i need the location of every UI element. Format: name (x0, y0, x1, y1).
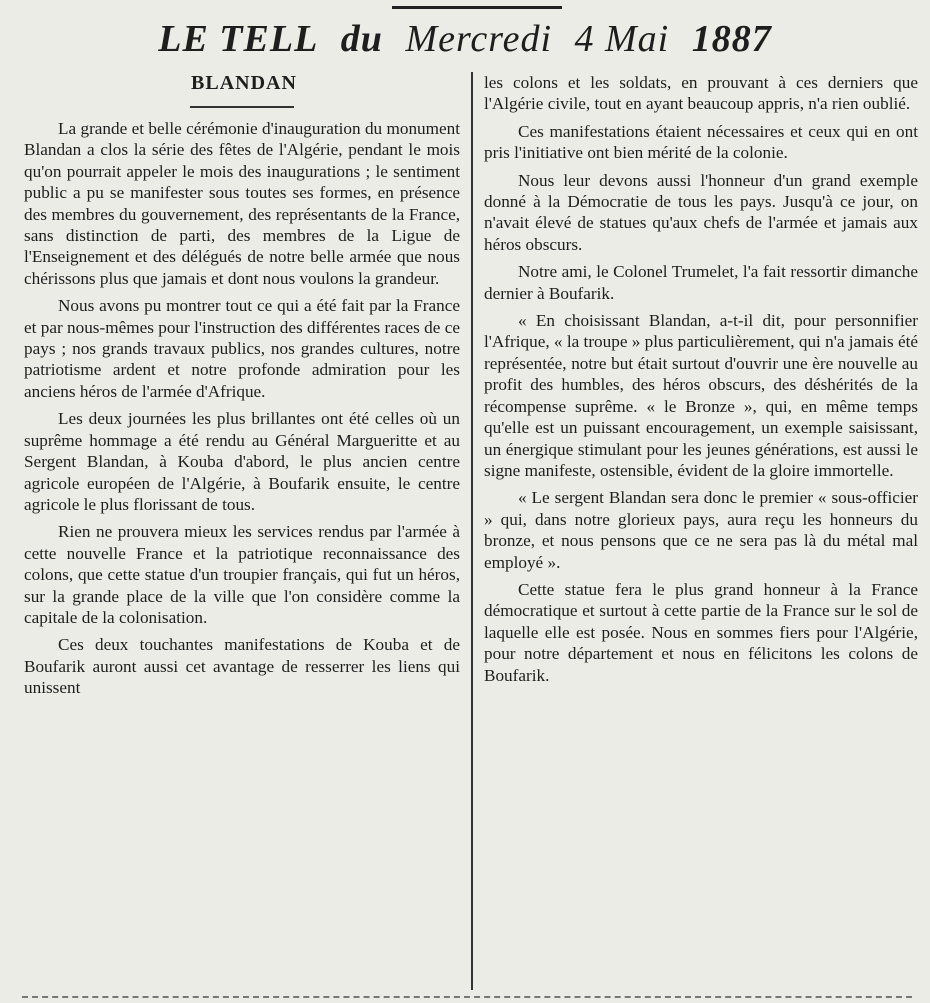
paragraph: Ces deux touchantes manifestations de Kouba et de Boufarik auront aussi cet avantage de resserrer les liens qui unissent (24, 635, 460, 698)
paragraph: Nous avons pu montrer tout ce qui a été fait par la France et par nous-mêmes pour l'instruction des différentes races de ce pays ; nos grands travaux publics, nos grandes cultures, notre patriotisme ardent et notre profonde admiration pour les anciens héros de l'armée d'Afrique. (24, 296, 460, 401)
masthead-year: 1887 (691, 18, 772, 60)
right-column (484, 72, 918, 692)
paragraph: Ces manifestations étaient nécessaires et ceux qui en ont pris l'initiative ont bien mérité de la colonie. (484, 121, 918, 163)
paragraph-continued: les colons et les soldats, en prouvant à ces derniers que l'Algérie civile, tout en ayant beaucoup appris, n'a rien oublié. (484, 73, 918, 114)
masthead-day: Mercredi (405, 18, 553, 60)
paragraph: La grande et belle cérémonie d'inauguration du monument Blandan a clos la série des fêtes de l'Algérie, pendant le mois qu'on pourrait appeler le mois des inaugurations ; le sentiment public a pu se manifester sous toutes ses formes, en présence des membres du gouvernement, des représentants de la France, sans distinction de parti, des membres de la Ligue de l'Enseignement et des délégués de notre belle armée que nous chérissons plus que jamais et dont nous voulons la grandeur. (24, 119, 460, 288)
paragraph: « En choisissant Blandan, a-t-il dit, pour personnifier l'Afrique, « la troupe » plus particulièrement, qui n'a jamais été représentée, notre but était surtout d'ouvrir une ère nouvelle au profit des humbles, des héros obscurs, des déshérités de la récompense suprême. « le Bronze », qui, en même temps qu'elle est un puissant encouragement, un exemple saisissant, un énergique stimulant pour les jeunes générations, est aussi le signe manifeste, ostensible, évident de la gloire immortelle. (484, 311, 918, 480)
paragraph: Rien ne prouvera mieux les services rendus par l'armée à cette nouvelle France et la patriotique reconnaissance des colons, que cette statue d'un troupier français, qui fut un héros, sur la grande place de la ville que l'on considère comme la capitale de la colonisation. (24, 522, 460, 627)
paragraph: Les deux journées les plus brillantes ont été celles où un suprême hommage a été rendu au Général Margueritte et au Sergent Blandan, à Kouba d'abord, le plus ancien centre agricole européen de l'Algérie, à Boufarik ensuite, le centre agricole le plus florissant de tous. (24, 409, 460, 514)
left-column (24, 118, 460, 705)
masthead-du: du (340, 18, 383, 60)
masthead-paper: LE TELL (158, 18, 319, 60)
paragraph: Nous leur devons aussi l'honneur d'un grand exemple donné à la Démocratie de tous les pays. Jusqu'à ce jour, on n'avait élevé de statues qu'aux chefs de l'armée et jamais aux héros obscurs. (484, 170, 918, 254)
paragraph: « Le sergent Blandan sera donc le premier « sous-officier » qui, dans notre glorieux pays, aura reçu les honneurs du bronze, et nous pensons que ce ne sera pas là du métal mal employé ». (484, 488, 918, 572)
masthead-top-rule (392, 6, 562, 9)
headline-rule (190, 106, 294, 108)
column-divider (471, 72, 473, 990)
masthead (0, 14, 930, 64)
masthead-date: 4 Mai (574, 18, 670, 60)
paragraph: Notre ami, le Colonel Trumelet, l'a fait ressortir dimanche dernier à Boufarik. (484, 262, 918, 303)
bottom-rule (22, 996, 912, 999)
paragraph: Cette statue fera le plus grand honneur à la France démocratique et surtout à cette partie de la France sur le sol de laquelle elle est posée. Nous en sommes fiers pour l'Algérie, pour notre département et nous en félicitons les colons de Boufarik. (484, 579, 918, 685)
article-headline: BLANDAN (191, 72, 297, 94)
